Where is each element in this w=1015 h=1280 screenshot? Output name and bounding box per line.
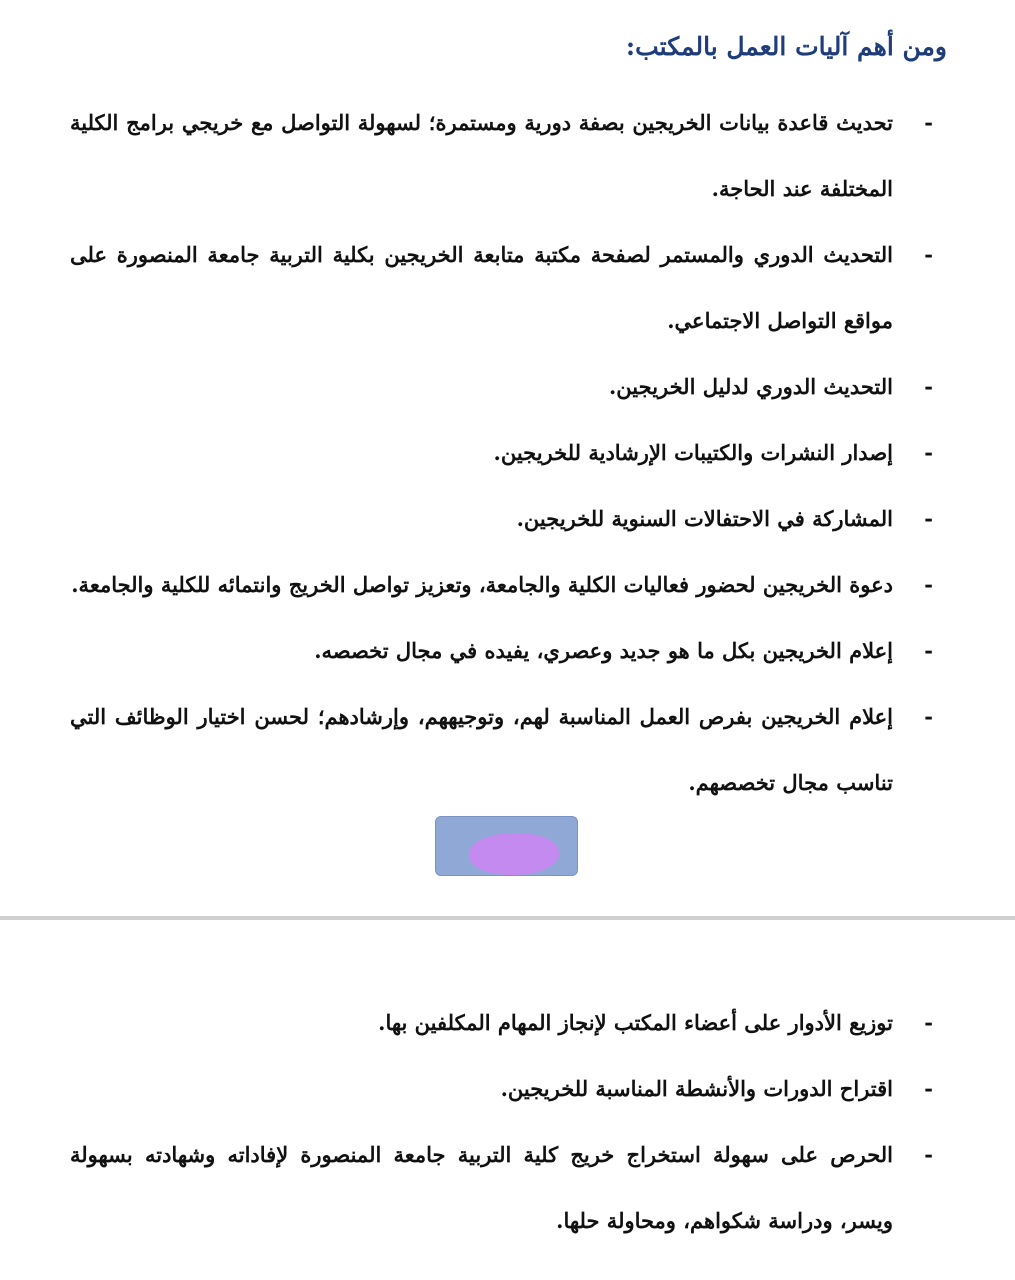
list-item-text: التحديث الدوري والمستمر لصفحة مكتبة متابعة الخريجين بكلية التربية جامعة المنصورة على مواقع التواصل الاجتماعي.: [70, 242, 893, 333]
page-action-button[interactable]: [435, 816, 578, 876]
list-item-text: الحرص على سهولة استخراج خريج كلية التربية جامعة المنصورة لإفاداته وشهادته بسهولة ويسر، ودراسة شكواهم، ومحاولة حلها.: [70, 1142, 893, 1233]
bullet-dash: -: [924, 1010, 933, 1035]
list-item: [70, 420, 933, 486]
list-item: [70, 222, 933, 354]
list-item-text: إصدار النشرات والكتيبات الإرشادية للخريجين.: [493, 440, 893, 465]
list-item-text: إعلام الخريجين بفرص العمل المناسبة لهم، وتوجيههم، وإرشادهم؛ لحسن اختيار الوظائف التي تناسب مجال تخصصهم.: [70, 704, 893, 795]
mechanisms-list-top: [70, 90, 933, 816]
list-item: [70, 990, 933, 1056]
bullet-dash: -: [924, 638, 933, 663]
bullet-dash: -: [924, 374, 933, 399]
section-heading: ومن أهم آليات العمل بالمكتب:: [625, 32, 947, 61]
redaction-blob: [469, 833, 559, 875]
bullet-dash: -: [924, 110, 933, 135]
list-item: [70, 1122, 933, 1254]
list-item: [70, 552, 933, 618]
list-item-text: دعوة الخريجين لحضور فعاليات الكلية والجامعة، وتعزيز تواصل الخريج وانتمائه للكلية والجامعة.: [71, 572, 893, 597]
list-item-text: المشاركة في الاحتفالات السنوية للخريجين.: [516, 506, 893, 531]
bullet-dash: -: [924, 1076, 933, 1101]
bullet-dash: -: [924, 572, 933, 597]
list-item: [70, 618, 933, 684]
list-item: [70, 354, 933, 420]
bullet-dash: -: [924, 506, 933, 531]
list-item-text: إعلام الخريجين بكل ما هو جديد وعصري، يفيده في مجال تخصصه.: [314, 638, 893, 663]
list-item: [70, 486, 933, 552]
list-item: [70, 684, 933, 816]
list-item: [70, 1056, 933, 1122]
list-item: [70, 90, 933, 222]
bullet-dash: -: [924, 1142, 933, 1167]
list-item-text: التحديث الدوري لدليل الخريجين.: [609, 374, 893, 399]
list-item-text: تحديث قاعدة بيانات الخريجين بصفة دورية ومستمرة؛ لسهولة التواصل مع خريجي برامج الكلية المختلفة عند الحاجة.: [70, 110, 893, 201]
page-divider: [0, 916, 1015, 920]
list-item-text: توزيع الأدوار على أعضاء المكتب لإنجاز المهام المكلفين بها.: [378, 1010, 893, 1035]
list-item-text: اقتراح الدورات والأنشطة المناسبة للخريجين.: [500, 1076, 893, 1101]
bullet-dash: -: [924, 704, 933, 729]
bullet-dash: -: [924, 440, 933, 465]
bullet-dash: -: [924, 242, 933, 267]
mechanisms-list-bottom: [70, 990, 933, 1254]
